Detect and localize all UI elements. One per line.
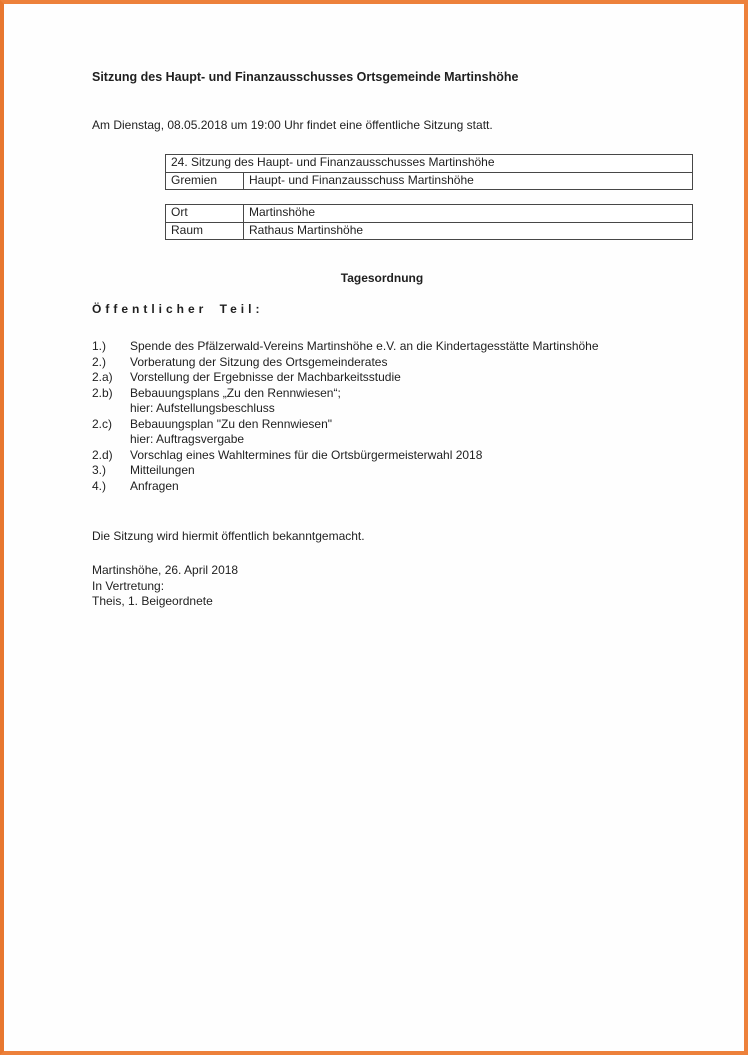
session-title-cell: 24. Sitzung des Haupt- und Finanzausschusses Martinshöhe (166, 155, 693, 173)
public-section-heading: Öffentlicher Teil: (92, 302, 264, 316)
raum-label-cell: Raum (166, 222, 244, 240)
agenda-item-text: Mitteilungen (130, 463, 195, 477)
agenda-item-number: 2.a) (92, 370, 113, 384)
session-table (165, 154, 693, 190)
agenda-item-text: Anfragen (130, 478, 179, 493)
agenda-item-number: 4.) (92, 478, 107, 493)
gremien-value-cell: Haupt- und Finanzausschuss Martinshöhe (244, 172, 693, 190)
agenda-item-text: Bebauungsplans „Zu den Rennwiesen“; (130, 385, 341, 400)
location-table (165, 204, 693, 240)
agenda-item-subtext: hier: Auftragsvergabe (130, 432, 245, 446)
ort-label-cell: Ort (166, 205, 244, 223)
session-header-row (166, 155, 693, 173)
agenda-item-number: 2.b) (92, 385, 113, 400)
table-row (166, 222, 693, 240)
signature-block (92, 563, 672, 610)
agenda-list (92, 339, 672, 494)
agenda-item-number (92, 432, 130, 448)
agenda-item-number (92, 401, 130, 417)
place-date-line: Martinshöhe, 26. April 2018 (92, 563, 239, 577)
agenda-item-text: Vorschlag eines Wahltermines für die Ortsbürgermeisterwahl 2018 (130, 447, 483, 462)
gremien-label-cell: Gremien (166, 172, 244, 190)
agenda-item-number: 2.) (92, 354, 107, 369)
agenda-item-number: 1.) (92, 339, 107, 353)
public-announcement-line: Die Sitzung wird hiermit öffentlich bekanntgemacht. (92, 529, 365, 543)
signer-line: Theis, 1. Beigeordnete (92, 594, 213, 608)
meta-tables (165, 154, 672, 240)
agenda-item-subtext: hier: Aufstellungsbeschluss (130, 401, 275, 415)
agenda-item-text: Bebauungsplan "Zu den Rennwiesen" (130, 416, 332, 431)
ort-value-cell: Martinshöhe (244, 205, 693, 223)
table-row (166, 205, 693, 223)
document-title: Sitzung des Haupt- und Finanzausschusses Ortsgemeinde Martinshöhe (92, 70, 519, 84)
representation-line: In Vertretung: (92, 578, 165, 593)
table-row (166, 172, 693, 190)
agenda-item-text: Vorberatung der Sitzung des Ortsgemeinderates (130, 354, 388, 369)
intro-sentence: Am Dienstag, 08.05.2018 um 19:00 Uhr findet eine öffentliche Sitzung statt. (92, 118, 493, 132)
agenda-item-text: Vorstellung der Ergebnisse der Machbarkeitsstudie (130, 370, 401, 384)
agenda-heading: Tagesordnung (340, 271, 424, 285)
raum-value-cell: Rathaus Martinshöhe (244, 222, 693, 240)
agenda-item-text: Spende des Pfälzerwald-Vereins Martinshöhe e.V. an die Kindertagesstätte Martinshöhe (130, 339, 599, 353)
agenda-item-number: 3.) (92, 463, 107, 477)
agenda-item-number: 2.d) (92, 447, 113, 462)
agenda-item-number: 2.c) (92, 416, 113, 431)
